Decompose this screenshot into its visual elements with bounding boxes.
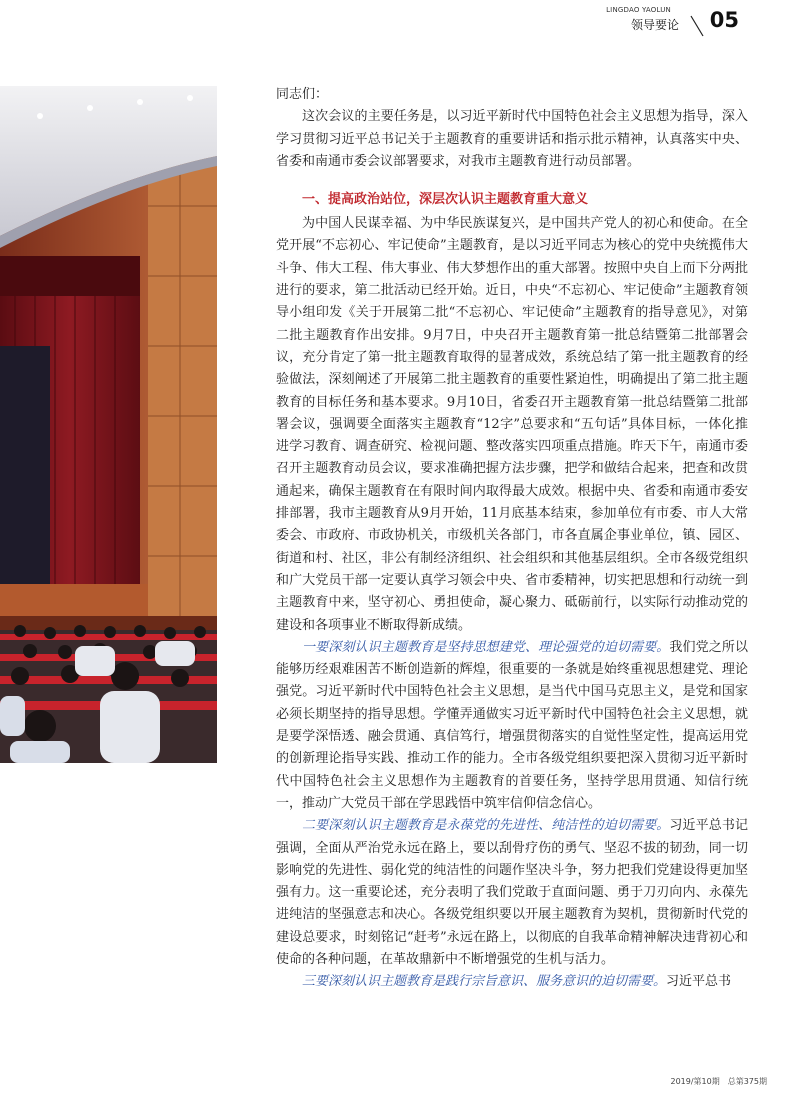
page-header xyxy=(606,6,769,40)
paragraph-text: 习近平总书记强调，全面从严治党永远在路上，要以刮骨疗伤的勇气、坚忍不拔的韧劲，同一切影响党的先进性、弱化党的纯洁性的问题作坚决斗争，努力把我们党建设得更加坚强有力。这一重要论述，充分表明了我们党敢于直面问题、勇于刀刃向内、永葆先进纯洁的坚强意志和决心。各级党组织要以开展主题教育为契机，贯彻新时代党的建设总要求，时刻铭记“赶考”永远在路上，以彻底的自我革命精神解决违背初心和使命的各种问题，在革故鼎新中不断增强党的生机与活力。 xyxy=(276,818,748,967)
section-pinyin: LINGDAO YAOLUN xyxy=(606,6,671,14)
header-slash-icon xyxy=(689,12,705,38)
greeting: 同志们： xyxy=(276,87,329,102)
emphasis-lead: 三要深刻认识主题教育是践行宗旨意识、服务意识的迫切需要。 xyxy=(302,974,667,990)
section-title: 领导要论 xyxy=(630,18,679,32)
emphasis-lead: 二要深刻认识主题教育是永葆党的先进性、纯洁性的迫切需要。 xyxy=(302,818,670,834)
body-paragraph xyxy=(276,971,748,993)
intro-paragraph: 这次会议的主要任务是，以习近平新时代中国特色社会主义思想为指导，深入学习贯彻习近平总书记关于主题教育的重要讲话和指示批示精神，认真落实中央、省委和南通市委会议部署要求，对我市主题教育进行动员部署。 xyxy=(276,109,748,169)
paragraph-text: 习近平总书 xyxy=(666,974,732,990)
page-number: 05 xyxy=(709,8,739,32)
issue-footer: 2019/第10期 总第375期 xyxy=(670,1077,767,1086)
body-paragraph xyxy=(276,637,748,815)
meeting-photo xyxy=(0,86,217,763)
emphasis-lead: 一要深刻认识主题教育是坚持思想建党、理论强党的迫切需要。 xyxy=(302,639,670,655)
body-paragraph xyxy=(276,815,748,971)
body-paragraph: 为中国人民谋幸福、为中华民族谋复兴，是中国共产党人的初心和使命。在全党开展“不忘初心、牢记使命”主题教育，是以习近平同志为核心的党中央统揽伟大斗争、伟大工程、伟大事业、伟大梦想作出的重大部署。按照中央自上而下分两批进行的要求，第二批活动已经开始。近日，中央“不忘初心、牢记使命”主题教育领导小组印发《关于开展第二批“不忘初心、牢记使命”主题教育的指导意见》，对第二批主题教育作出安排。9月7日，中央召开主题教育第一批总结暨第二批部署会议，充分肯定了第一批主题教育取得的显著成效，系统总结了第一批主题教育的经验做法，深刻阐述了开展第二批主题教育的重要性紧迫性，明确提出了第二批主题教育的目标任务和基本要求。9月10日，省委召开主题教育第一批总结暨第二批部署会议，强调要全面落实主题教育“12字”总要求和“五句话”具体目标，一体化推进学习教育、调查研究、检视问题、整改落实四项重点措施。昨天下午，南通市委召开主题教育动员会议，要求准确把握方法步骤，把学和做结合起来，把查和改贯通起来，确保主题教育在有限时间内取得最大成效。根据中央、省委和南通市委安排部署，我市主题教育从9月开始，11月底基本结束，参加单位有市委、市人大常委会、市政府、市政协机关，市级机关各部门，市各直属企事业单位，镇、园区、街道和村、社区，非公有制经济组织、社会组织和其他基层组织。全市各级党组织和广大党员干部一定要认真学习领会中央、省市委精神，切实把思想和行动统一到主题教育中来，坚守初心、勇担使命，凝心聚力、砥砺前行，以实际行动推动党的建设和各项事业不断取得新成绩。 xyxy=(276,216,748,633)
article-body xyxy=(276,84,748,994)
paragraph-text: 我们党之所以能够历经艰难困苦不断创造新的辉煌，很重要的一条就是始终重视思想建党、理论强党。习近平新时代中国特色社会主义思想，是当代中国马克思主义，是党和国家必须长期坚持的指导思想。学懂弄通做实习近平新时代中国特色社会主义思想，就是要学深悟透、融会贯通、真信笃行，增强贯彻落实的自觉性坚定性，提高运用党的创新理论指导实践、推动工作的能力。全市各级党组织要把深入贯彻习近平新时代中国特色社会主义思想作为主题教育的首要任务，坚持学思用贯通、知信行统一，推动广大党员干部在学思践悟中筑牢信仰信念信心。 xyxy=(276,639,748,811)
section-heading: 一、提高政治站位，深层次认识主题教育重大意义 xyxy=(302,192,589,208)
auditorium-illustration xyxy=(0,86,217,763)
